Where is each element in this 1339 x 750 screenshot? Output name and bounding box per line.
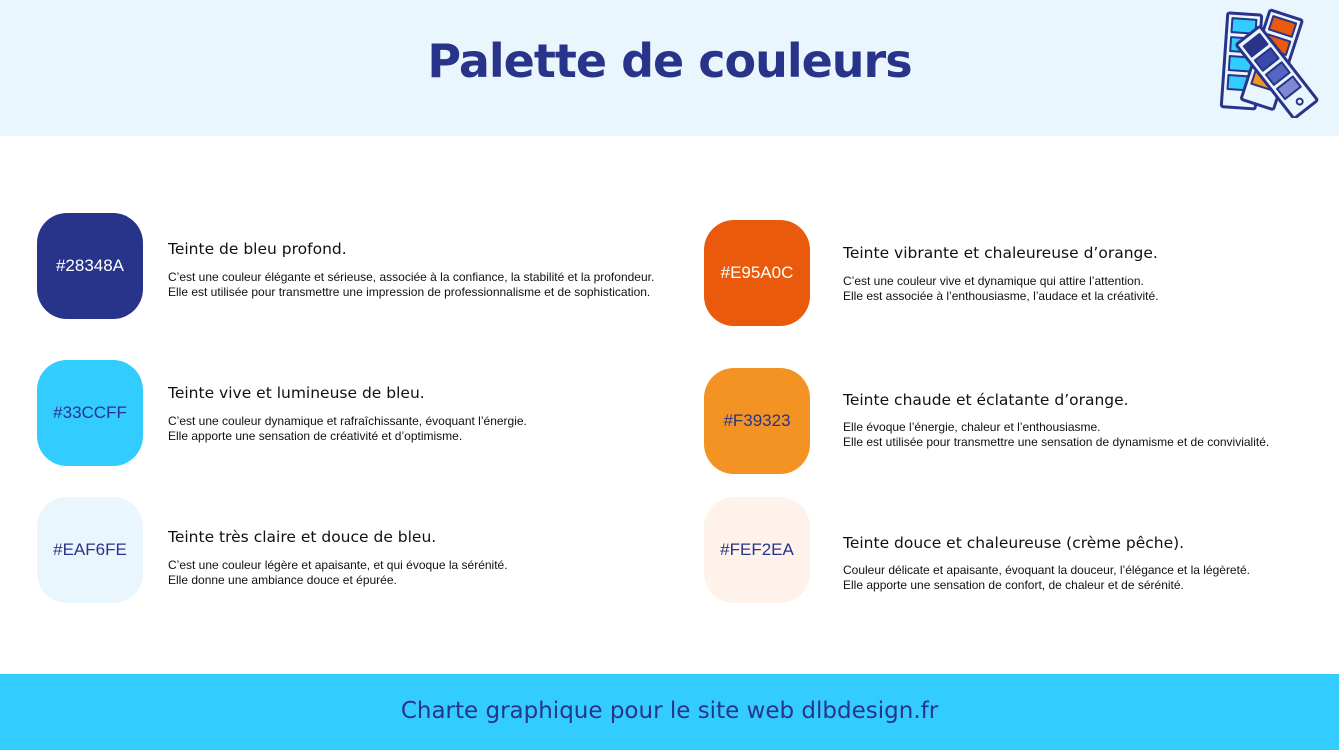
color-description-line: Elle donne une ambiance douce et épurée. bbox=[168, 573, 397, 587]
color-description-line: C’est une couleur dynamique et rafraîchissante, évoquant l’énergie. bbox=[168, 414, 527, 428]
color-description-line: Elle évoque l’énergie, chaleur et l’enthousiasme. bbox=[843, 420, 1101, 434]
color-hex-label: #33CCFF bbox=[53, 403, 127, 422]
color-swatch-eaf6fe bbox=[37, 497, 143, 603]
color-hex-label: #F39323 bbox=[723, 411, 791, 430]
color-hex-label: #FEF2EA bbox=[720, 540, 794, 559]
color-swatch-fef2ea bbox=[704, 497, 810, 603]
color-title: Teinte très claire et douce de bleu. bbox=[168, 528, 437, 546]
color-swatch-28348a bbox=[37, 213, 143, 319]
color-description-line: C’est une couleur élégante et sérieuse, associée à la confiance, la stabilité et la profondeur. bbox=[168, 270, 655, 284]
color-title: Teinte vive et lumineuse de bleu. bbox=[168, 384, 425, 402]
footer-text: Charte graphique pour le site web dlbdesign.fr bbox=[400, 698, 939, 724]
color-description-line: Couleur délicate et apaisante, évoquant la douceur, l’élégance et la légèreté. bbox=[843, 563, 1250, 577]
color-description-line: Elle apporte une sensation de confort, de chaleur et de sérénité. bbox=[843, 578, 1184, 592]
color-description-line: C’est une couleur vive et dynamique qui attire l’attention. bbox=[843, 274, 1144, 288]
color-swatch-fan-icon bbox=[1218, 8, 1334, 118]
color-description-line: Elle est utilisée pour transmettre une impression de professionnalisme et de sophistication. bbox=[168, 285, 651, 299]
color-hex-label: #28348A bbox=[55, 256, 125, 275]
color-title: Teinte de bleu profond. bbox=[168, 240, 347, 258]
color-title: Teinte douce et chaleureuse (crème pêche). bbox=[843, 534, 1185, 552]
color-description-line: Elle est associée à l’enthousiasme, l’audace et la créativité. bbox=[843, 289, 1159, 303]
color-swatch-e95a0c bbox=[704, 220, 810, 326]
header-banner bbox=[0, 0, 1339, 136]
color-swatch-33ccff bbox=[37, 360, 143, 466]
color-description-line: Elle est utilisée pour transmettre une sensation de dynamisme et de convivialité. bbox=[843, 435, 1270, 449]
color-title: Teinte chaude et éclatante d’orange. bbox=[843, 391, 1129, 409]
color-hex-label: #EAF6FE bbox=[53, 540, 127, 559]
color-description-line: Elle apporte une sensation de créativité et d’optimisme. bbox=[168, 429, 463, 443]
footer-banner bbox=[0, 674, 1339, 750]
color-title: Teinte vibrante et chaleureuse d’orange. bbox=[843, 244, 1158, 262]
color-description-line: C’est une couleur légère et apaisante, et qui évoque la sérénité. bbox=[168, 558, 508, 572]
page-title: Palette de couleurs bbox=[427, 34, 912, 88]
color-hex-label: #E95A0C bbox=[720, 263, 794, 282]
color-swatch-f39323 bbox=[704, 368, 810, 474]
